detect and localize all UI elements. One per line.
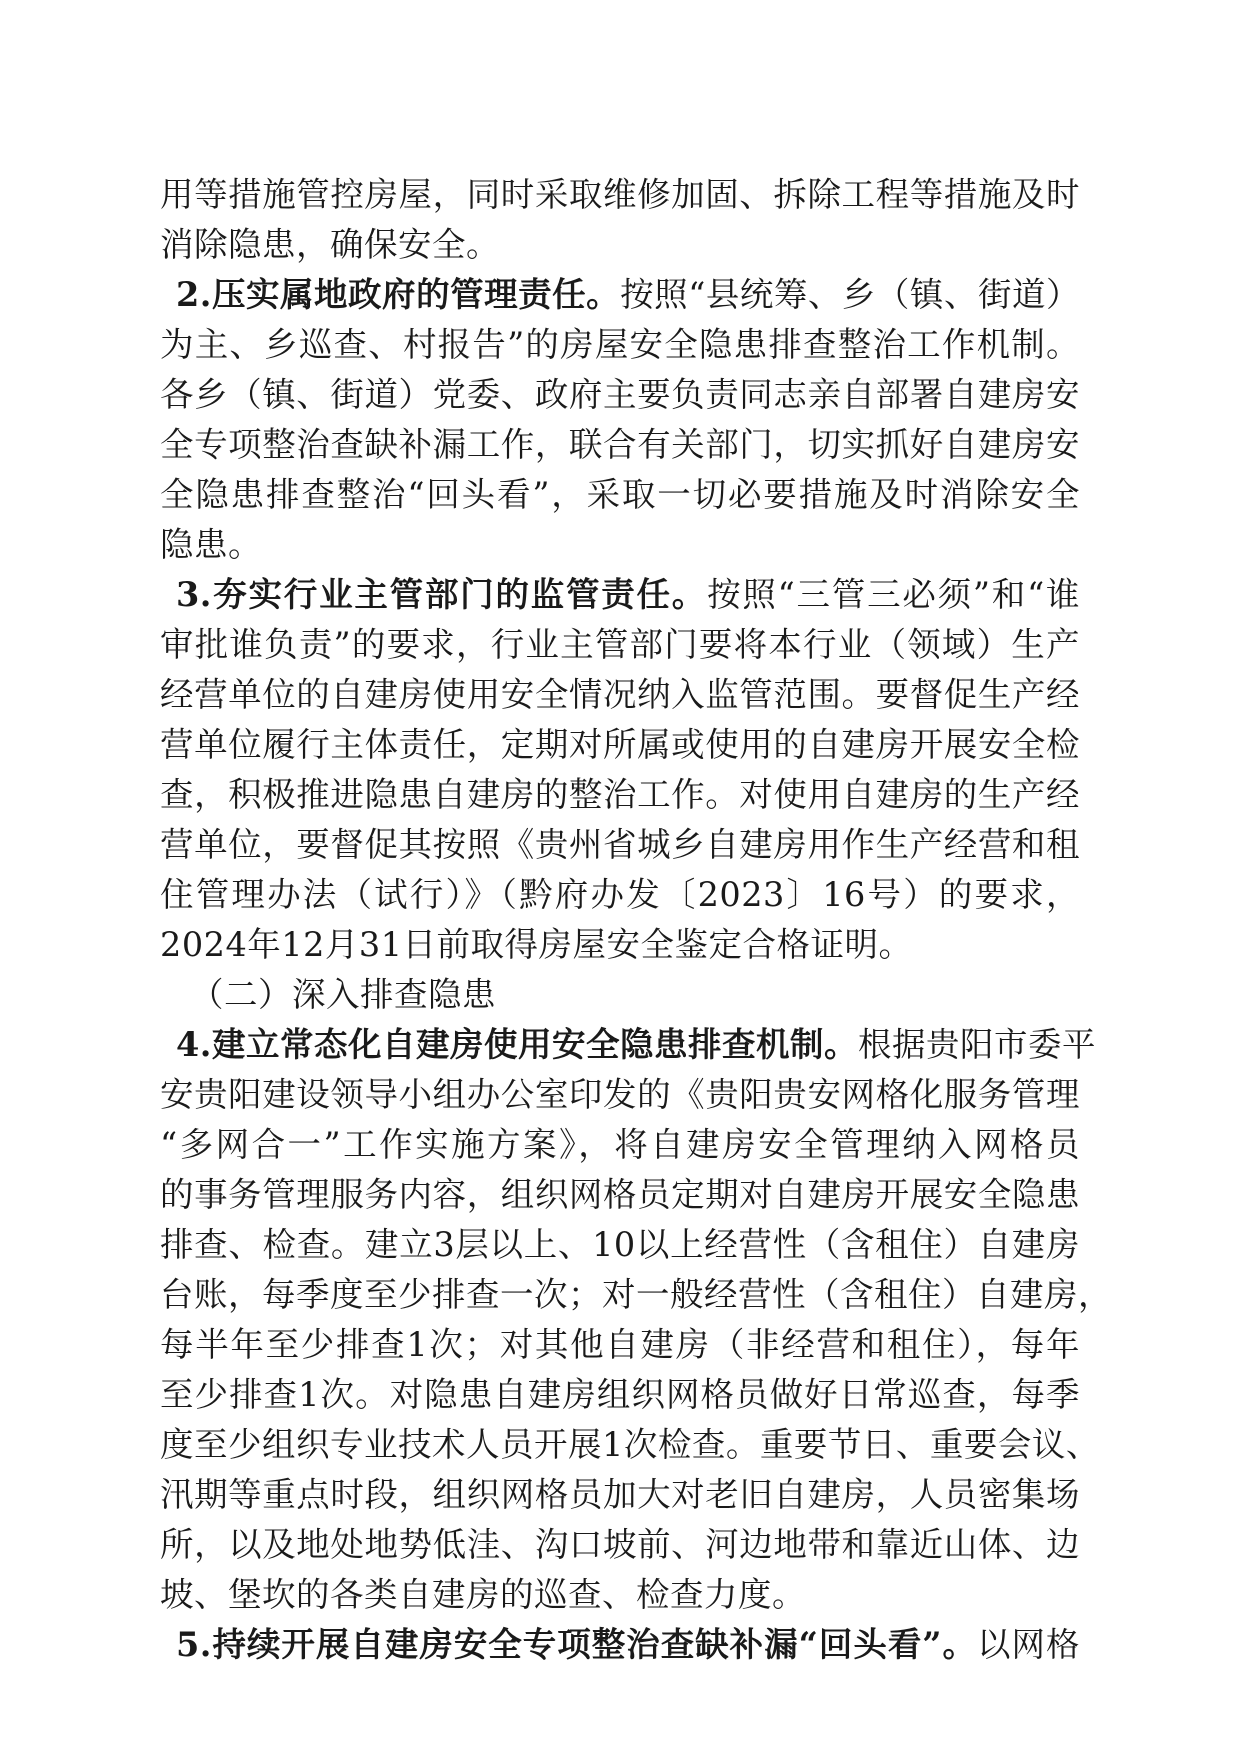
text-line: “多网合一”工作实施方案》，将自建房安全管理纳入网格员 (160, 1125, 1080, 1164)
paragraph-4-heading: 4.建立常态化自建房使用安全隐患排查机制。 (176, 1025, 858, 1064)
text-line: 全隐患排查整治“回头看”，采取一切必要措施及时消除安全 (160, 475, 1080, 514)
text-line: 坡、堡坎的各类自建房的巡查、检查力度。 (160, 1575, 806, 1614)
text-line: 台账，每季度至少排查一次；对一般经营性（含租住）自建房， (160, 1275, 1112, 1314)
text-line: 审批谁负责”的要求，行业主管部门要将本行业（领域）生产 (160, 625, 1080, 664)
section-heading: （二）深入排查隐患 (190, 975, 496, 1014)
text-run: 以网格 (977, 1625, 1081, 1664)
text-run: 根据贵阳市委平 (857, 1025, 1096, 1064)
text-run: 按照“县统筹、乡（镇、街道） (620, 275, 1080, 314)
text-line: 汛期等重点时段，组织网格员加大对老旧自建房，人员密集场 (160, 1475, 1080, 1514)
text-line: 营单位履行主体责任，定期对所属或使用的自建房开展安全检 (160, 725, 1080, 764)
text-line: 营单位，要督促其按照《贵州省城乡自建房用作生产经营和租 (160, 825, 1080, 864)
text-line: 全专项整治查缺补漏工作，联合有关部门，切实抓好自建房安 (160, 425, 1080, 464)
text-line: 隐患。 (160, 525, 262, 564)
text-line: 住管理办法（试行）》（黔府办发〔2023〕16号）的要求， (160, 875, 1080, 914)
paragraph-4-first-line (176, 1020, 1096, 1070)
text-line: 度至少组织专业技术人员开展1次检查。重要节日、重要会议、 (160, 1425, 1100, 1464)
text-line: 的事务管理服务内容，组织网格员定期对自建房开展安全隐患 (160, 1175, 1080, 1214)
text-line: 2024年12月31日前取得房屋安全鉴定合格证明。 (160, 925, 913, 964)
text-line: 每半年至少排查1次；对其他自建房（非经营和租住），每年 (160, 1325, 1080, 1364)
text-line: 安贵阳建设领导小组办公室印发的《贵阳贵安网格化服务管理 (160, 1075, 1080, 1114)
text-line: 所，以及地处地势低洼、沟口坡前、河边地带和靠近山体、边 (160, 1525, 1080, 1564)
text-line: 消除隐患，确保安全。 (160, 225, 500, 264)
paragraph-2-heading: 2.压实属地政府的管理责任。 (176, 275, 621, 314)
text-line: 排查、检查。建立3层以上、10以上经营性（含租住）自建房 (160, 1225, 1080, 1264)
text-line: 为主、乡巡查、村报告”的房屋安全隐患排查整治工作机制。 (160, 325, 1080, 364)
text-line: 用等措施管控房屋，同时采取维修加固、拆除工程等措施及时 (160, 175, 1080, 214)
paragraph-3-heading: 3.夯实行业主管部门的监管责任。 (176, 575, 708, 614)
paragraph-3-first-line (176, 570, 1080, 620)
text-line: 至少排查1次。对隐患自建房组织网格员做好日常巡查，每季 (160, 1375, 1080, 1414)
text-run: 按照“三管三必须”和“谁 (707, 575, 1080, 614)
paragraph-5-heading: 5.持续开展自建房安全专项整治查缺补漏“回头看”。 (176, 1625, 978, 1664)
text-line: 查，积极推进隐患自建房的整治工作。对使用自建房的生产经 (160, 775, 1080, 814)
paragraph-2-first-line (176, 270, 1080, 320)
paragraph-5-first-line (176, 1620, 1080, 1670)
text-line: 各乡（镇、街道）党委、政府主要负责同志亲自部署自建房安 (160, 375, 1080, 414)
text-line: 经营单位的自建房使用安全情况纳入监管范围。要督促生产经 (160, 675, 1080, 714)
